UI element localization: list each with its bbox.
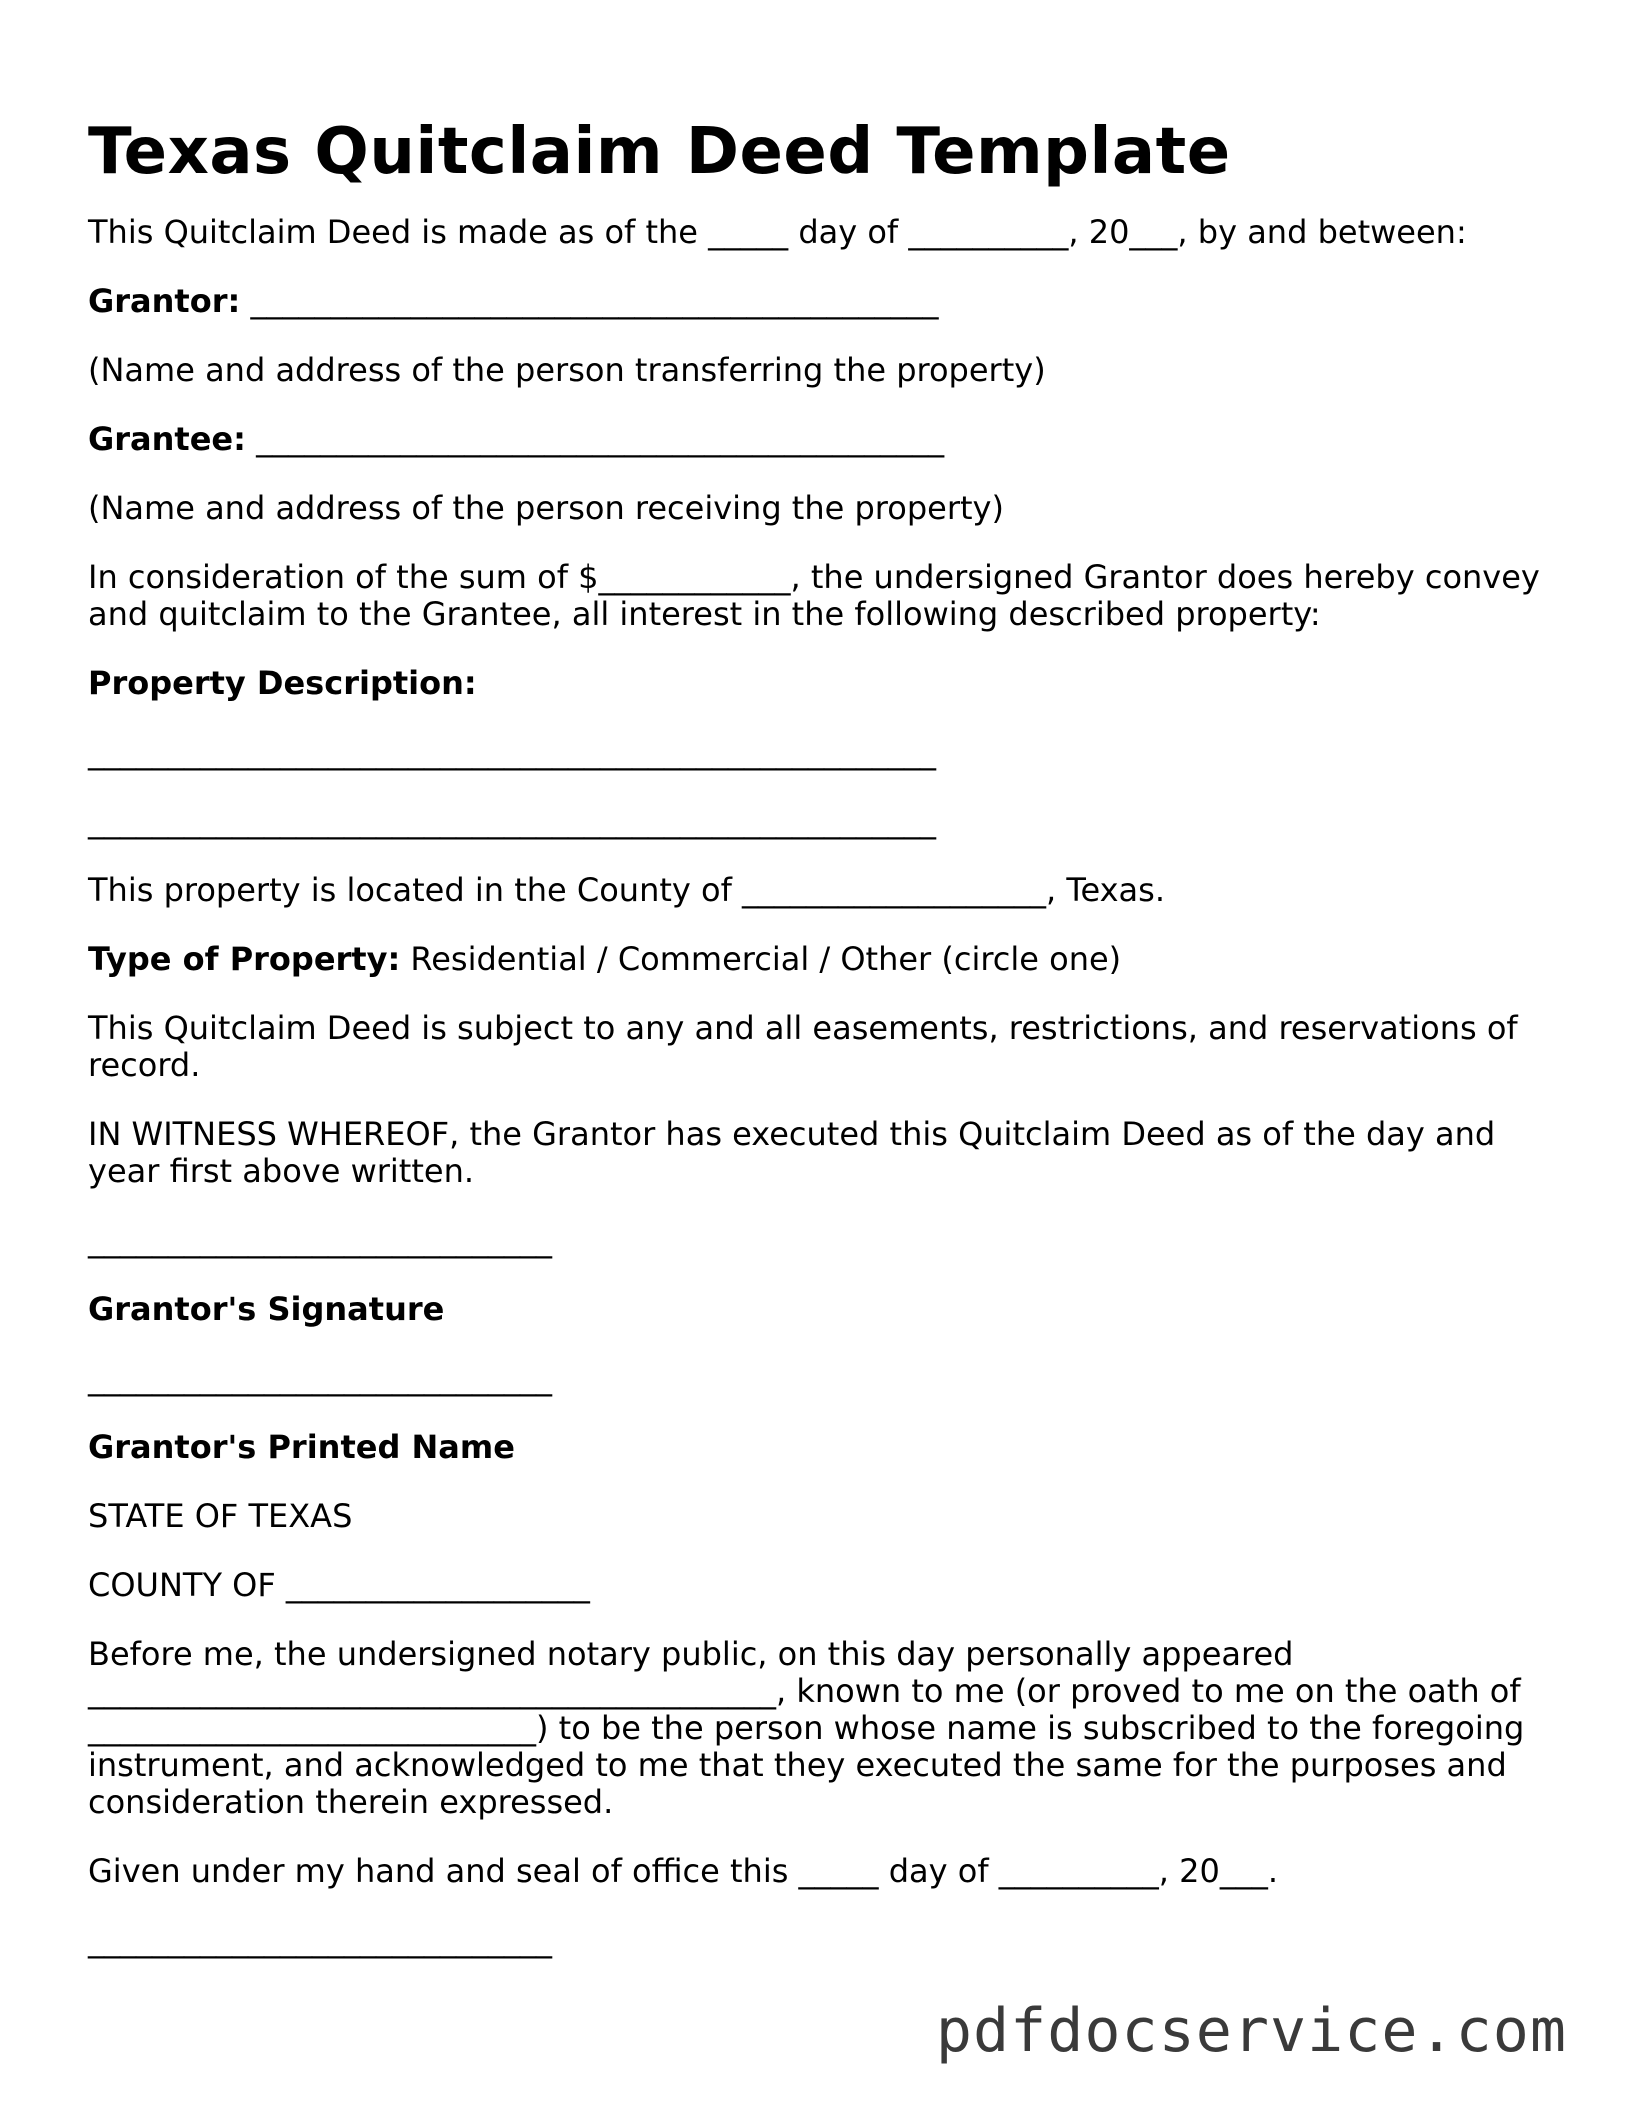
grantor-note: (Name and address of the person transferring the property) (88, 351, 1046, 389)
county-location-paragraph: This property is located in the County of ___________________, Texas. (88, 871, 1165, 909)
grantor-blank: ___________________________________________ (240, 282, 939, 320)
signature-label: Grantor's Signature (88, 1290, 445, 1328)
property-type-options: Residential / Commercial / Other (circle one) (400, 940, 1122, 978)
watermark: pdfdocservice.com (935, 1996, 1567, 2066)
property-description-line-1: _____________________________________________________ (88, 733, 936, 771)
property-description-label: Property Description: (88, 664, 477, 702)
property-type-label: Type of Property: (88, 940, 401, 978)
county-of-field: COUNTY OF ___________________ (88, 1566, 590, 1604)
document-page (88, 112, 1551, 1991)
page-title: Texas Quitclaim Deed Template (88, 115, 1231, 189)
grantor-label: Grantor: (88, 282, 241, 320)
grantee-note: (Name and address of the person receiving the property) (88, 489, 1004, 527)
consideration-paragraph: In consideration of the sum of $____________, the undersigned Grantor does hereby convey and quitclaim to the Grantee, all interest in the following described property: (88, 558, 1551, 633)
grantor-field (88, 283, 1548, 320)
printed-name-label: Grantor's Printed Name (88, 1428, 515, 1466)
grantee-blank: ___________________________________________ (245, 420, 945, 458)
given-under-paragraph: Given under my hand and seal of office this _____ day of __________, 20___. (88, 1852, 1278, 1890)
property-type-field (88, 941, 1548, 978)
state-heading: STATE OF TEXAS (88, 1497, 353, 1535)
grantee-label: Grantee: (88, 420, 246, 458)
printed-name-line: _____________________________ (88, 1359, 552, 1397)
intro-paragraph: This Quitclaim Deed is made as of the _____ day of __________, 20___, by and between: (88, 213, 1467, 251)
notary-signature-line: _____________________________ (88, 1921, 552, 1959)
subject-to-paragraph: This Quitclaim Deed is subject to any and all easements, restrictions, and reservations of record. (88, 1009, 1528, 1084)
signature-line: _____________________________ (88, 1221, 552, 1259)
grantee-field (88, 421, 1548, 458)
property-description-line-2: _____________________________________________________ (88, 802, 936, 840)
witness-paragraph: IN WITNESS WHEREOF, the Grantor has executed this Quitclaim Deed as of the day and year first above written. (88, 1115, 1506, 1190)
notary-paragraph: Before me, the undersigned notary public, on this day personally appeared ___________________________________________, known to me (or proved to me on the oath of ____________________________) to be the person whose name is subscribed to the foregoing instrument, and acknowledged to me that they executed the same for the purposes and consideration therein expressed. (88, 1635, 1535, 1821)
